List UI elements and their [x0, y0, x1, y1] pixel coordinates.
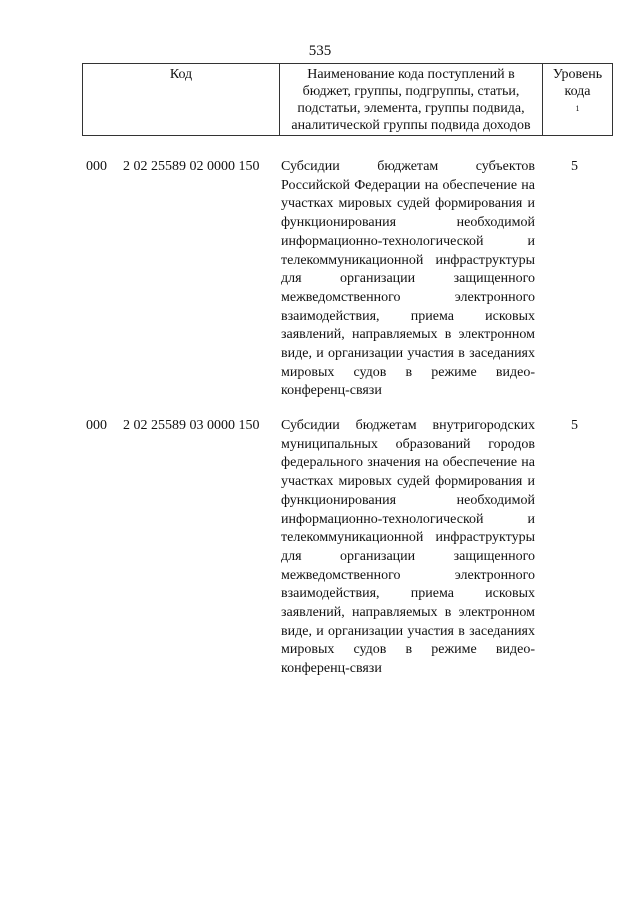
header-name: Наименование кода поступлений в бюджет, группы, подгруппы, статьи, подстатьи, элемента, группы подвида, аналитической группы подвида доходов — [280, 64, 543, 136]
revenue-code: 2 02 25589 03 0000 150 — [123, 418, 260, 433]
revenue-code: 2 02 25589 02 0000 150 — [123, 159, 260, 174]
page-number: 535 — [308, 43, 332, 59]
code-level: 5 — [571, 159, 578, 174]
admin-code: 000 — [86, 418, 107, 433]
table-header — [82, 63, 613, 136]
revenue-name: Субсидии бюджетам внутригородских муниципальных образований городов федерального значения на обеспечение на участках мировых судей формирования и функционирования необходимой информационно-технологической и телекоммуникационной инфраструктуры для организации защищенного межведомственного электронного взаимодействия, приема исковых заявлений, направляемых в электронном виде, и организации участия в заседаниях мировых судов в режиме видео-конференц-связи — [281, 418, 535, 677]
header-level — [543, 64, 613, 136]
header-level-label: Уровень кода — [552, 67, 603, 99]
code-level: 5 — [571, 418, 578, 433]
footnote-marker: 1 — [575, 104, 580, 113]
revenue-name: Субсидии бюджетам субъектов Российской Федерации на обеспечение на участках мировых судей формирования и функционирования необходимой информационно-технологической и телекоммуникационной инфраструктуры для организации защищенного межведомственного электронного взаимодействия, приема исковых заявлений, направляемых в электронном виде, и организации участия в заседаниях мировых судов в режиме видео-конференц-связи — [281, 159, 535, 399]
admin-code: 000 — [86, 159, 107, 174]
header-code: Код — [83, 64, 280, 136]
